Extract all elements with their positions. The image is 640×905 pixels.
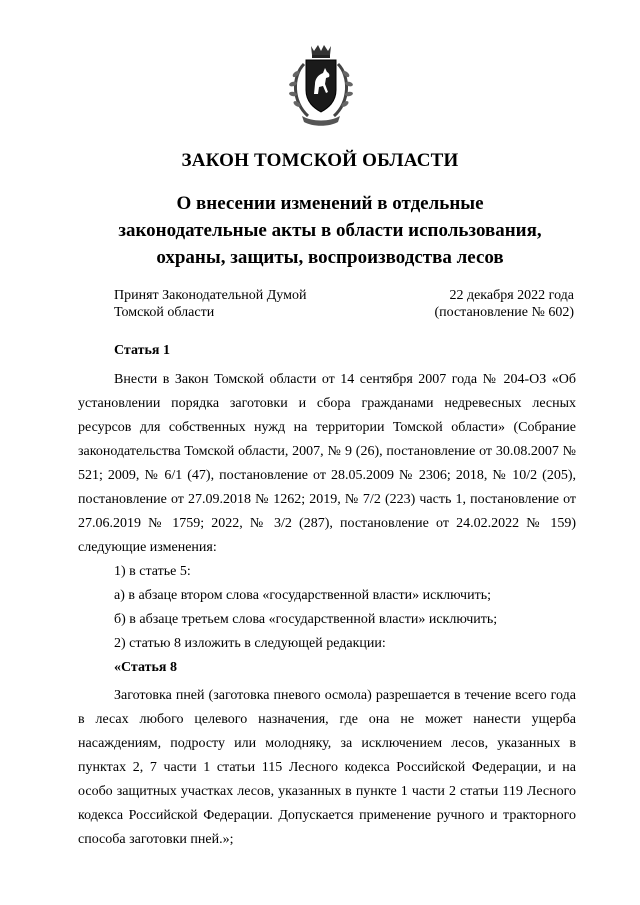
adopted-by-line-2: Томской области (114, 305, 215, 320)
adoption-date-block (398, 287, 574, 321)
law-title: ЗАКОН ТОМСКОЙ ОБЛАСТИ (181, 150, 459, 171)
law-subject-line-2: законодательные акты в области использования, (118, 220, 542, 241)
tomsk-oblast-coat-of-arms-icon (284, 42, 358, 128)
article-1-heading: Статья 1 (114, 343, 170, 358)
adoption-date: 22 декабря 2022 года (449, 288, 574, 303)
article-1-intro: Внести в Закон Томской области от 14 сентября 2007 года № 204-ОЗ «Об установлении порядка заготовки и сбора гражданами недревесных лесных ресурсов для собственных нужд на территории Томской области» (Собрание законодательства Томской области, 2007, № 9 (26), постановление от 30.08.2007 № 521; 2009, № 6/1 (47), постановление от 28.05.2009 № 2306; 2018, № 10/2 (205), постановление от 27.09.2018 № 1262; 2019, № 7/2 (223) часть 1, постановление от 27.06.2019 № 1759; 2022, № 3/2 (287), постановление от 24.02.2022 № 159) следующие изменения: (78, 372, 576, 555)
adopted-by-line-1: Принят Законодательной Думой (114, 288, 307, 303)
amendment-item-1: 1) в статье 5: (114, 564, 191, 579)
amendment-item-1a: а) в абзаце втором слова «государственной власти» исключить; (114, 588, 491, 603)
quoted-article-8-heading: «Статья 8 (114, 660, 177, 675)
law-subject-line-1: О внесении изменений в отдельные (176, 193, 484, 214)
resolution-number: (постановление № 602) (434, 305, 574, 320)
amendment-item-2: 2) статью 8 изложить в следующей редакции: (114, 636, 386, 651)
law-subject (60, 190, 600, 271)
law-body (78, 342, 576, 852)
quoted-article-8-text: Заготовка пней (заготовка пневого осмола) разрешается в течение всего года в лесах любого целевого назначения, где она не может нанести ущерба насаждениям, подросту или молодняку, за исключением лесов, указанных в пунктах 2, 7 части 1 статьи 115 Лесного кодекса Российской Федерации, и на особо защитных участках лесов, указанных в пункте 1 части 2 статьи 119 Лесного кодекса Российской Федерации. Допускается применение ручного и тракторного способа заготовки пней.»; (78, 688, 576, 847)
amendment-item-1b: б) в абзаце третьем слова «государственной власти» исключить; (114, 612, 498, 627)
adopted-by (114, 287, 374, 321)
law-subject-line-3: охраны, защиты, воспроизводства лесов (156, 247, 504, 268)
